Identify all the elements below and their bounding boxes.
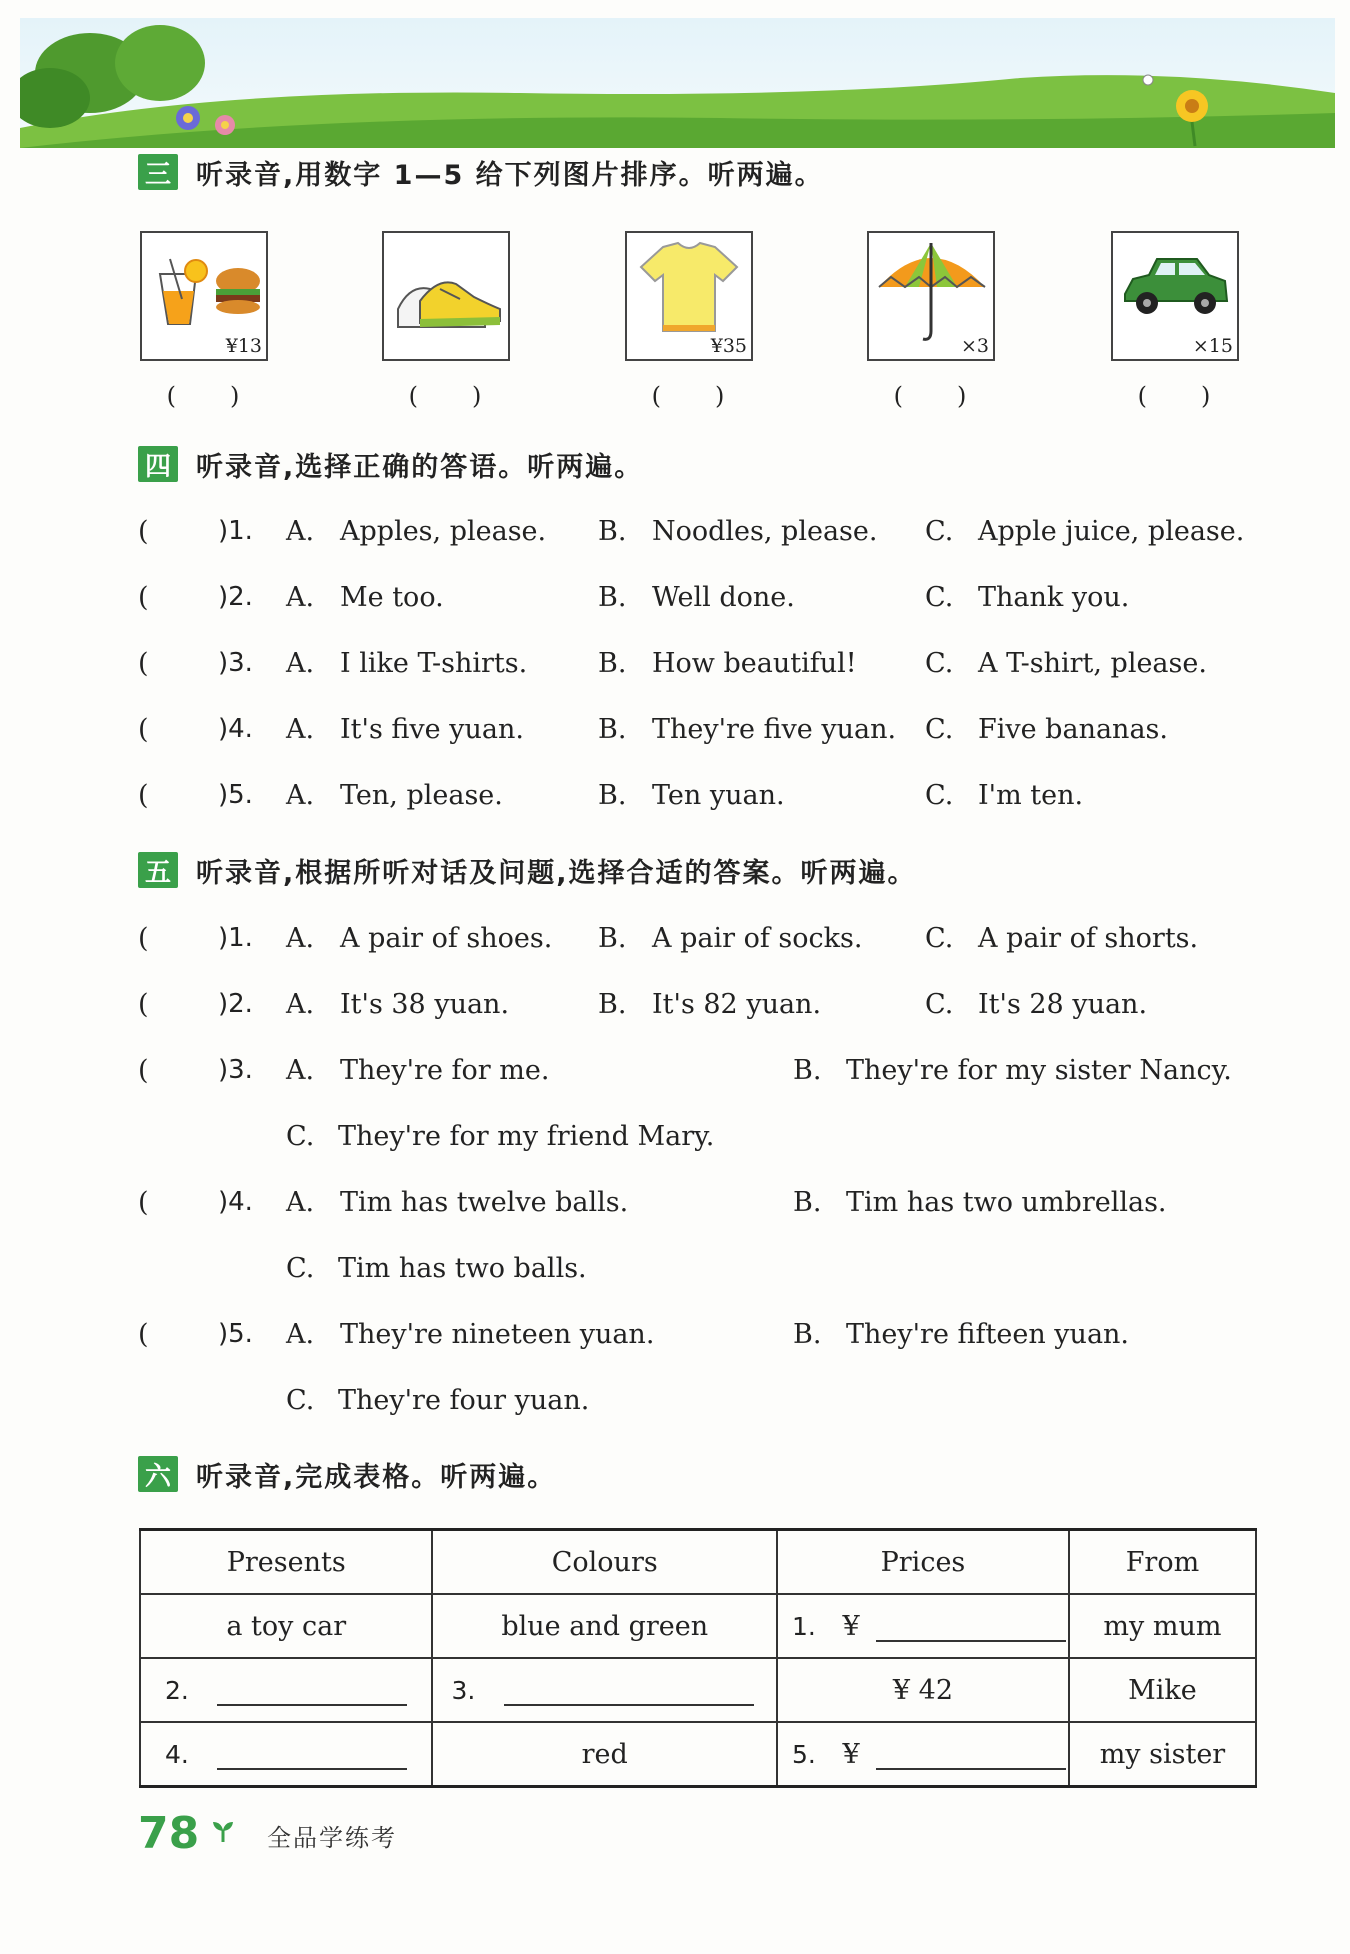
option-b-letter: B.: [598, 780, 627, 811]
cell-colour: red: [432, 1722, 777, 1787]
option-b-letter: B.: [598, 989, 627, 1020]
picture-toy-car: [1111, 231, 1239, 361]
answer-paren[interactable]: (: [138, 989, 149, 1020]
answer-paren[interactable]: (: [138, 1187, 149, 1218]
option-b: They're five yuan.: [652, 714, 897, 745]
answer-blank[interactable]: [217, 1676, 407, 1706]
cell-from: Mike: [1069, 1658, 1256, 1722]
option-b-letter: B.: [598, 714, 627, 745]
cell-from: my mum: [1069, 1594, 1256, 1658]
option-b-letter: B.: [598, 648, 627, 679]
option-a: I like T-shirts.: [340, 648, 528, 679]
answer-paren[interactable]: ( ): [651, 382, 727, 410]
option-c-letter: C.: [925, 516, 954, 547]
option-c: They're for my friend Mary.: [338, 1121, 715, 1152]
blank-number: 4.: [165, 1739, 189, 1769]
blank-number: 2.: [165, 1675, 189, 1705]
brand-name: 全品学练考: [267, 1824, 397, 1852]
option-b: It's 82 yuan.: [652, 989, 822, 1020]
header-prices: Prices: [777, 1530, 1069, 1595]
blank-number: 3.: [451, 1675, 476, 1705]
option-a-letter: A.: [286, 780, 315, 811]
cell-from: my sister: [1069, 1722, 1256, 1787]
answer-blank[interactable]: [876, 1612, 1066, 1642]
cell-price: ¥ 42: [777, 1658, 1069, 1722]
option-a-letter: A.: [286, 1055, 315, 1086]
option-b: Tim has two umbrellas.: [846, 1187, 1167, 1218]
question-number: )3.: [218, 648, 253, 678]
section-title: 听录音,用数字 1—5 给下列图片排序。听两遍。: [196, 159, 824, 191]
option-b: A pair of socks.: [652, 923, 863, 954]
answer-paren[interactable]: (: [138, 582, 149, 613]
table-row: [140, 1594, 1256, 1658]
option-c-letter: C.: [925, 582, 954, 613]
section-title: 听录音,根据所听对话及问题,选择合适的答案。听两遍。: [196, 857, 917, 889]
question-number: )4.: [218, 1187, 253, 1217]
option-c: Apple juice, please.: [978, 516, 1245, 547]
section-5-header: [138, 850, 917, 890]
section-3-header: [138, 152, 824, 192]
answer-paren[interactable]: (: [138, 714, 149, 745]
picture-juice-hamburger: [140, 231, 268, 361]
question-number: )2.: [218, 582, 253, 612]
presents-table: [139, 1528, 1257, 1788]
option-c: They're four yuan.: [338, 1385, 590, 1416]
option-a-letter: A.: [286, 516, 315, 547]
tshirt-icon: [633, 239, 745, 339]
option-a: A pair of shoes.: [340, 923, 553, 954]
option-a-letter: A.: [286, 1187, 315, 1218]
juice-and-hamburger-icon: [148, 239, 260, 329]
answer-paren[interactable]: (: [138, 648, 149, 679]
option-c-letter: C.: [925, 989, 954, 1020]
answer-paren[interactable]: (: [138, 923, 149, 954]
question-number: )4.: [218, 714, 253, 744]
question-number: )1.: [218, 923, 253, 953]
yuan-symbol: ¥: [842, 1738, 860, 1770]
option-a-letter: A.: [286, 1319, 315, 1350]
answer-paren[interactable]: (: [138, 1319, 149, 1350]
option-c: It's 28 yuan.: [978, 989, 1148, 1020]
yuan-symbol: ¥: [842, 1610, 860, 1642]
option-b: Ten yuan.: [652, 780, 785, 811]
option-c: Five bananas.: [978, 714, 1168, 745]
option-b-letter: B.: [598, 516, 627, 547]
option-a-letter: A.: [286, 714, 315, 745]
blank-number: 5.: [792, 1739, 816, 1769]
section-number: 四: [138, 446, 178, 482]
cell-price-blank: [777, 1594, 1069, 1658]
sneakers-icon: [390, 239, 502, 349]
question-number: )3.: [218, 1055, 253, 1085]
option-b: How beautiful!: [652, 648, 857, 679]
table-row: [140, 1658, 1256, 1722]
option-c-letter: C.: [925, 780, 954, 811]
section-number: 五: [138, 852, 178, 888]
answer-blank[interactable]: [217, 1740, 407, 1770]
picture-label: ×3: [960, 335, 989, 357]
toy-car-icon: [1119, 239, 1231, 329]
option-b: They're for my sister Nancy.: [846, 1055, 1232, 1086]
sprout-icon: [210, 1818, 236, 1844]
answer-paren[interactable]: ( ): [408, 382, 484, 410]
option-c: A T-shirt, please.: [978, 648, 1207, 679]
picture-label: ×15: [1192, 335, 1233, 357]
option-b-letter: B.: [793, 1319, 822, 1350]
umbrella-icon: [875, 239, 987, 349]
cell-price-blank: [777, 1722, 1069, 1787]
option-c-letter: C.: [925, 648, 954, 679]
picture-tshirt: [625, 231, 753, 361]
option-a: They're nineteen yuan.: [340, 1319, 655, 1350]
option-a-letter: A.: [286, 648, 315, 679]
option-a: They're for me.: [340, 1055, 550, 1086]
option-b-letter: B.: [793, 1187, 822, 1218]
option-c-letter: C.: [286, 1385, 315, 1416]
answer-paren[interactable]: ( ): [166, 382, 242, 410]
option-a: Ten, please.: [340, 780, 503, 811]
section-6-header: [138, 1454, 556, 1494]
section-title: 听录音,完成表格。听两遍。: [196, 1461, 557, 1493]
option-c: A pair of shorts.: [978, 923, 1199, 954]
header-from: From: [1069, 1530, 1256, 1595]
answer-paren[interactable]: (: [138, 1055, 149, 1086]
answer-blank[interactable]: [876, 1740, 1066, 1770]
picture-sneakers: [382, 231, 510, 361]
question-number: )5.: [218, 780, 253, 810]
answer-paren[interactable]: ( ): [893, 382, 969, 410]
option-c: I'm ten.: [978, 780, 1084, 811]
table-header-row: [140, 1530, 1256, 1595]
picture-label: ¥35: [710, 335, 747, 357]
picture-label: ¥13: [225, 335, 262, 357]
section-title: 听录音,选择正确的答语。听两遍。: [196, 451, 644, 483]
option-c: Tim has two balls.: [338, 1253, 587, 1284]
answer-paren[interactable]: ( ): [1137, 382, 1213, 410]
cell-colour-blank: [432, 1658, 777, 1722]
option-b-letter: B.: [598, 582, 627, 613]
picture-umbrella: [867, 231, 995, 361]
option-c-letter: C.: [925, 923, 954, 954]
section-number: 六: [138, 1456, 178, 1492]
cell-present-blank: [140, 1658, 432, 1722]
cell-present-blank: [140, 1722, 432, 1787]
option-a-letter: A.: [286, 989, 315, 1020]
option-c-letter: C.: [286, 1121, 315, 1152]
cell-colour: blue and green: [432, 1594, 777, 1658]
section-number: 三: [138, 154, 178, 190]
option-c: Thank you.: [978, 582, 1130, 613]
answer-paren[interactable]: (: [138, 780, 149, 811]
question-number: )2.: [218, 989, 253, 1019]
header-presents: Presents: [140, 1530, 432, 1595]
option-b: They're fifteen yuan.: [846, 1319, 1130, 1350]
option-b: Well done.: [652, 582, 795, 613]
answer-paren[interactable]: (: [138, 516, 149, 547]
option-a: It's 38 yuan.: [340, 989, 510, 1020]
option-b-letter: B.: [598, 923, 627, 954]
option-a-letter: A.: [286, 923, 315, 954]
option-a: It's five yuan.: [340, 714, 524, 745]
option-a: Apples, please.: [340, 516, 547, 547]
blank-number: 1.: [792, 1611, 816, 1641]
question-number: )1.: [218, 516, 253, 546]
option-c-letter: C.: [286, 1253, 315, 1284]
page-number: 78: [138, 1808, 200, 1859]
option-a-letter: A.: [286, 582, 315, 613]
option-a: Tim has twelve balls.: [340, 1187, 629, 1218]
answer-blank[interactable]: [504, 1676, 754, 1706]
option-b: Noodles, please.: [652, 516, 878, 547]
cell-present: a toy car: [140, 1594, 432, 1658]
section-4-header: [138, 444, 643, 484]
option-c-letter: C.: [925, 714, 954, 745]
header-colours: Colours: [432, 1530, 777, 1595]
option-a: Me too.: [340, 582, 444, 613]
question-number: )5.: [218, 1319, 253, 1349]
table-row: [140, 1722, 1256, 1787]
grass-banner: [20, 18, 1335, 148]
option-b-letter: B.: [793, 1055, 822, 1086]
